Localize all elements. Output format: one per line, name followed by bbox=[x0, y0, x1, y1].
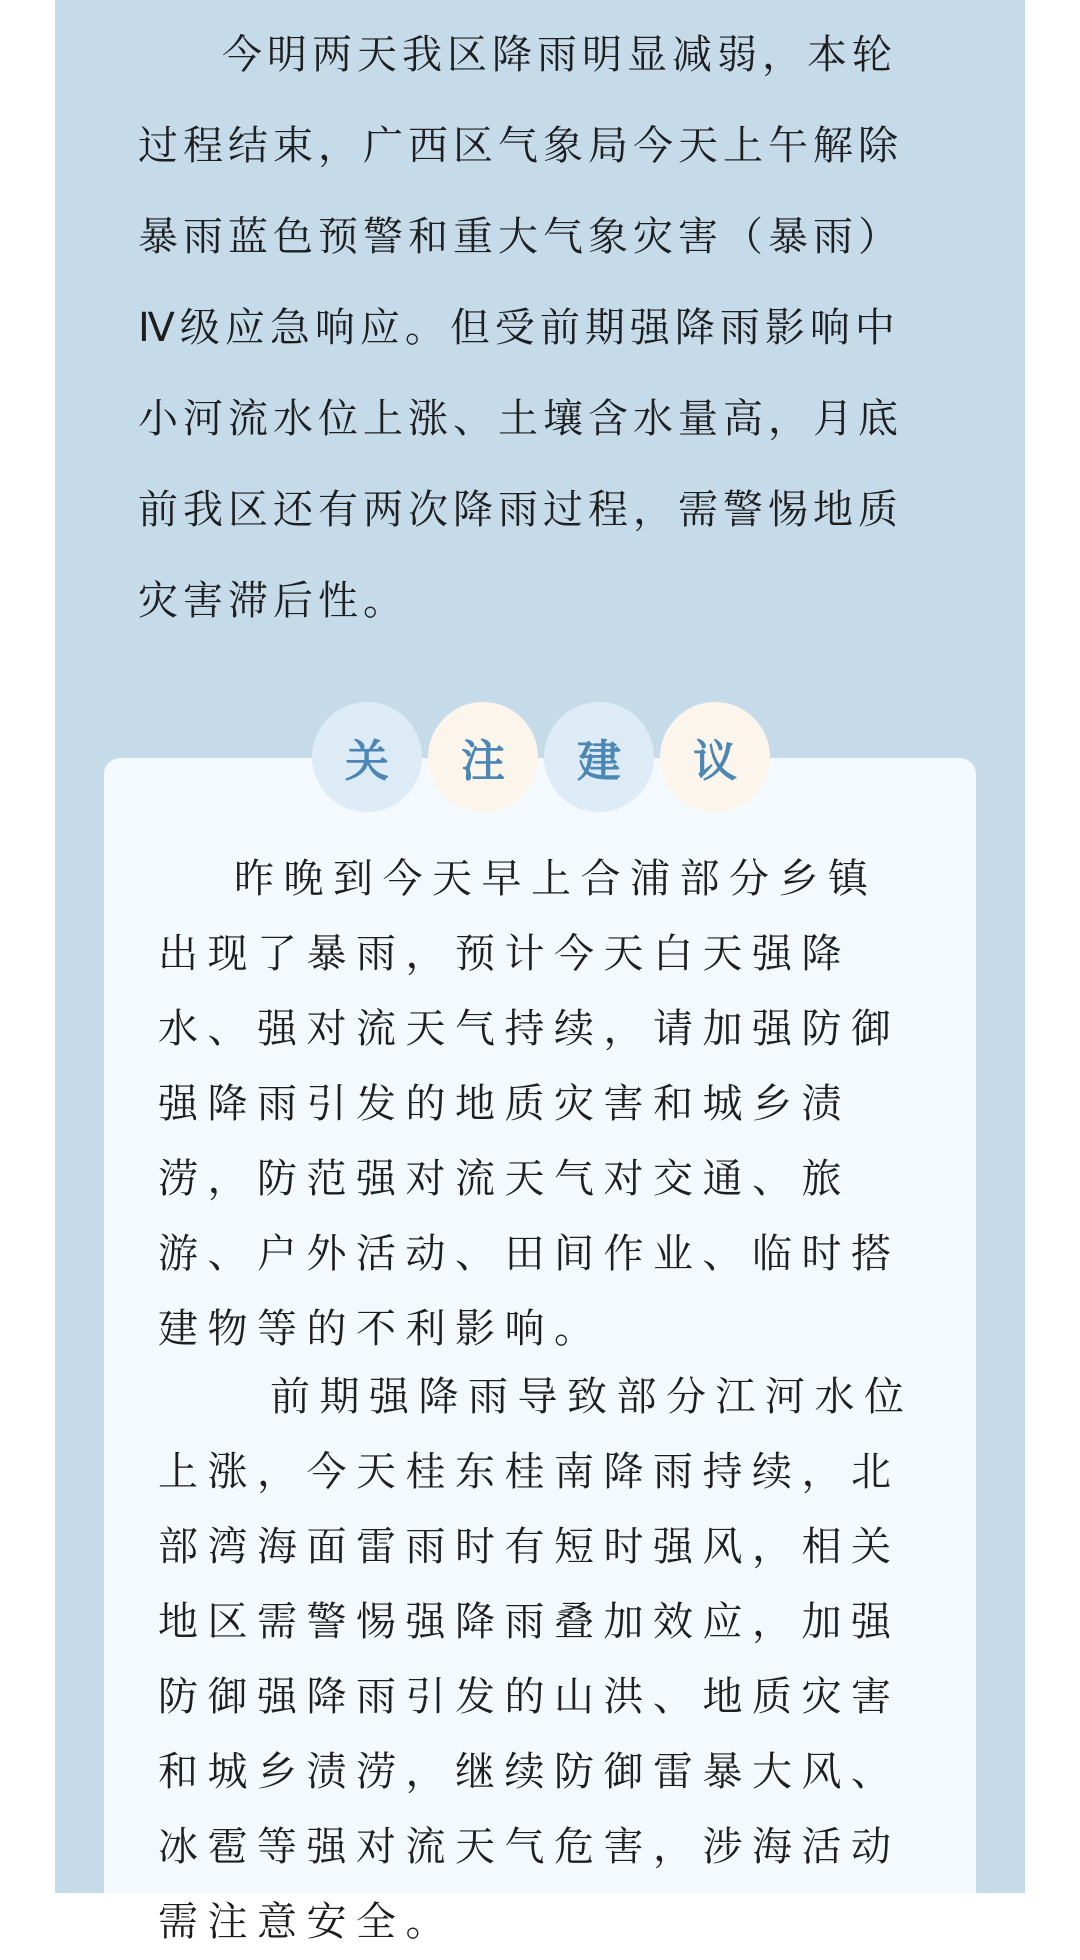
intro-paragraph: 今明两天我区降雨明显减弱，本轮过程结束，广西区气象局今天上午解除暴雨蓝色预警和重大气象灾害（暴雨）Ⅳ级应急响应。但受前期强降雨影响中小河流水位上涨、土壤含水量高，月底前我区还有两次降雨过程，需警惕地质灾害滞后性。 bbox=[138, 32, 903, 624]
advice-paragraph-2: 前期强降雨导致部分江河水位上涨，今天桂东桂南降雨持续，北部湾海面雷雨时有短时强风，相关地区需警惕强降雨叠加效应，加强防御强降雨引发的山洪、地质灾害和城乡渍涝，继续防御雷暴大风、冰雹等强对流天气危害，涉海活动需注意安全。 bbox=[158, 1374, 914, 1945]
title-char-2: 注 bbox=[428, 702, 538, 812]
section-title bbox=[312, 702, 772, 812]
title-char-4: 议 bbox=[660, 702, 770, 812]
title-char-1: 关 bbox=[312, 702, 422, 812]
advice-paragraph-1: 昨晚到今天早上合浦部分乡镇出现了暴雨，预计今天白天强降水、强对流天气持续，请加强防御强降雨引发的地质灾害和城乡渍涝，防范强对流天气对交通、旅游、户外活动、田间作业、临时搭建物等的不利影响。 bbox=[158, 856, 901, 1352]
title-char-3: 建 bbox=[544, 702, 654, 812]
